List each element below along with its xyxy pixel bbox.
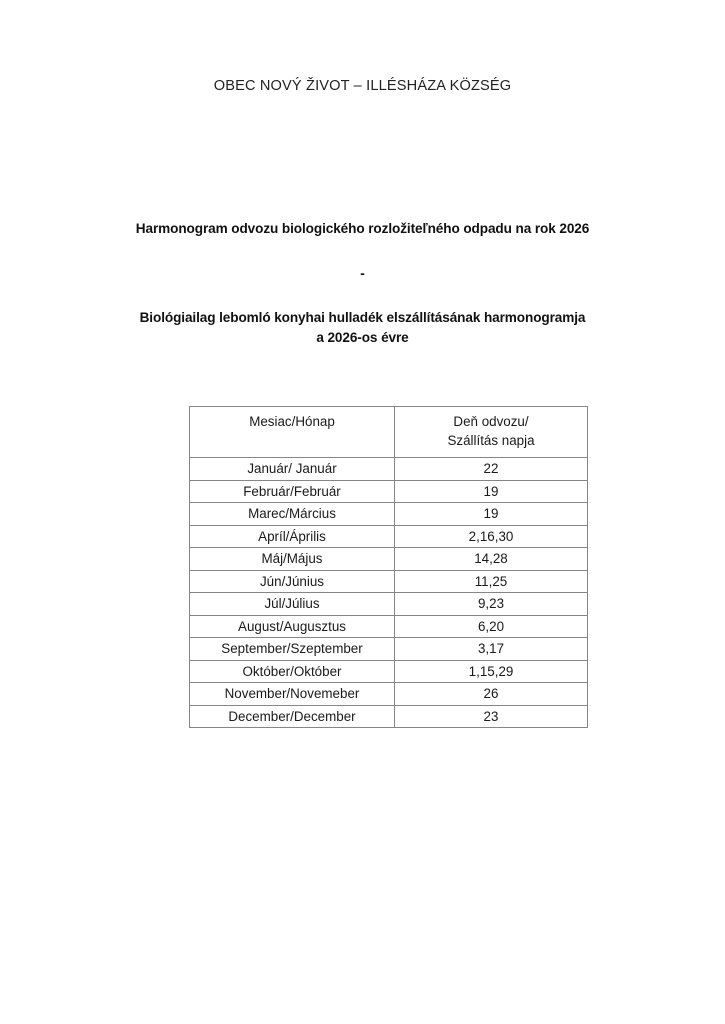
table-row	[190, 503, 588, 526]
title-block	[0, 219, 725, 348]
header-cell-month: Mesiac/Hónap	[190, 407, 395, 458]
table-row	[190, 525, 588, 548]
cell-collection-days: 9,23	[395, 593, 588, 616]
table-row	[190, 615, 588, 638]
cell-month: November/Novemeber	[190, 683, 395, 706]
cell-collection-days: 3,17	[395, 638, 588, 661]
cell-collection-days: 11,25	[395, 570, 588, 593]
table-row	[190, 683, 588, 706]
collection-schedule-table	[189, 406, 588, 728]
title-hungarian-line-2: a 2026-os évre	[316, 330, 409, 345]
table-row	[190, 660, 588, 683]
cell-month: Február/Február	[190, 480, 395, 503]
organization-header: OBEC NOVÝ ŽIVOT – ILLÉSHÁZA KÖZSÉG	[213, 78, 512, 94]
cell-collection-days: 2,16,30	[395, 525, 588, 548]
cell-month: Júl/Július	[190, 593, 395, 616]
title-slovak: Harmonogram odvozu biologického rozložiteľného odpadu na rok 2026	[135, 221, 590, 236]
schedule-table-body	[190, 407, 588, 728]
cell-month: September/Szeptember	[190, 638, 395, 661]
cell-collection-days: 23	[395, 705, 588, 728]
schedule-table-wrapper	[189, 406, 587, 728]
cell-collection-days: 14,28	[395, 548, 588, 571]
cell-month: Jún/Június	[190, 570, 395, 593]
cell-collection-days: 26	[395, 683, 588, 706]
table-row	[190, 638, 588, 661]
cell-month: Marec/Március	[190, 503, 395, 526]
cell-collection-days: 19	[395, 480, 588, 503]
title-hungarian-line-1: Biológiailag lebomló konyhai hulladék elszállításának harmonogramja	[139, 310, 586, 325]
cell-month: December/December	[190, 705, 395, 728]
table-row	[190, 570, 588, 593]
table-row	[190, 548, 588, 571]
table-row	[190, 593, 588, 616]
table-row	[190, 458, 588, 481]
title-separator: -	[360, 266, 365, 281]
cell-month: Október/Október	[190, 660, 395, 683]
table-row	[190, 480, 588, 503]
cell-month: Január/ Január	[190, 458, 395, 481]
header-cell-day	[395, 407, 588, 458]
cell-collection-days: 6,20	[395, 615, 588, 638]
header-cell-day-line-1: Deň odvozu/	[453, 414, 529, 429]
cell-month: Máj/Május	[190, 548, 395, 571]
cell-month: Apríl/Április	[190, 525, 395, 548]
table-header-row	[190, 407, 588, 458]
cell-month: August/Augusztus	[190, 615, 395, 638]
cell-collection-days: 19	[395, 503, 588, 526]
header-cell-day-line-2: Szállítás napja	[447, 433, 535, 448]
table-row	[190, 705, 588, 728]
cell-collection-days: 22	[395, 458, 588, 481]
cell-collection-days: 1,15,29	[395, 660, 588, 683]
